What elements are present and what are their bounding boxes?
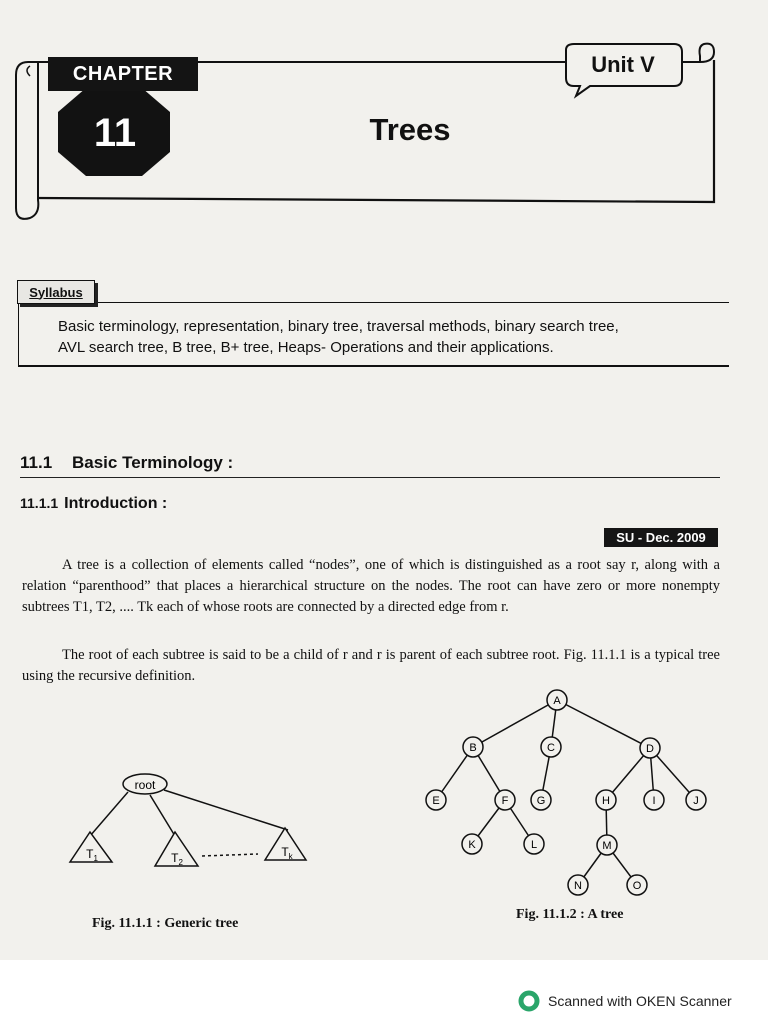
tree-edge-A-D <box>557 700 650 748</box>
tree-node-label-H: H <box>602 795 610 807</box>
section-title: Basic Terminology : <box>72 453 234 472</box>
tree-node-label-I: I <box>652 795 656 807</box>
chapter-title: Trees <box>369 112 451 147</box>
subtree-label-1: $T_2$ <box>171 851 183 867</box>
syllabus-tag: Syllabus <box>17 280 95 304</box>
subsection-title: Introduction : <box>64 495 168 512</box>
tree-node-label-F: F <box>501 795 509 807</box>
root-label: root <box>134 778 156 792</box>
tree-node-label-M: M <box>602 840 612 852</box>
tree-node-label-K: K <box>468 839 476 851</box>
syllabus-line-2: AVL search tree, B tree, B+ tree, Heaps- Operations and their applications. <box>58 339 554 356</box>
paragraph-2: The root of each subtree is said to be a child of r and r is parent of each subtree root. Fig. 11.1.1 is a typical tree using the recursive definition. <box>22 647 720 684</box>
syllabus-line-1: Basic terminology, representation, binary tree, traversal methods, binary search tree, <box>58 318 619 335</box>
generic-tree-figure <box>70 774 306 867</box>
subtree-label-0: $T_1$ <box>86 847 98 863</box>
scanner-logo-icon <box>518 990 540 1012</box>
subsection-number: 11.1.1 <box>20 495 59 511</box>
unit-label: Unit V <box>591 52 655 77</box>
tree-node-label-G: G <box>536 795 546 807</box>
tree-node-label-N: N <box>574 880 582 892</box>
section-number: 11.1 <box>20 453 53 472</box>
subtree-label-2: $T_k$ <box>281 845 293 861</box>
figure-1-caption: Fig. 11.1.1 : Generic tree <box>92 916 239 931</box>
chapter-label: CHAPTER <box>48 57 198 91</box>
scanner-text: Scanned with OKEN Scanner <box>548 993 732 1009</box>
chapter-number: 11 <box>93 110 137 155</box>
tree-node-label-L: L <box>530 839 538 851</box>
tree-node-label-A: A <box>553 695 561 707</box>
tree-node-label-D: D <box>646 743 654 755</box>
tree-node-label-J: J <box>693 795 699 807</box>
tree-node-label-E: E <box>432 795 440 807</box>
tree-node-label-B: B <box>469 742 477 754</box>
figure-2-caption: Fig. 11.1.2 : A tree <box>516 907 624 922</box>
tree-node-label-C: C <box>547 742 555 754</box>
paragraph-1: A tree is a collection of elements called “nodes”, one of which is distinguished as a root say r, along with a relation “parenthood” that places a hierarchical structure on the nodes. The root can have zero or more nonempty subtrees T1, T2, .... Tk each of whose roots are connected by a directed edge from r. <box>22 557 720 615</box>
example-tree-figure <box>426 690 706 895</box>
scanner-watermark <box>518 990 732 1012</box>
exam-badge: SU - Dec. 2009 <box>604 528 718 547</box>
tree-node-label-O: O <box>632 880 642 892</box>
